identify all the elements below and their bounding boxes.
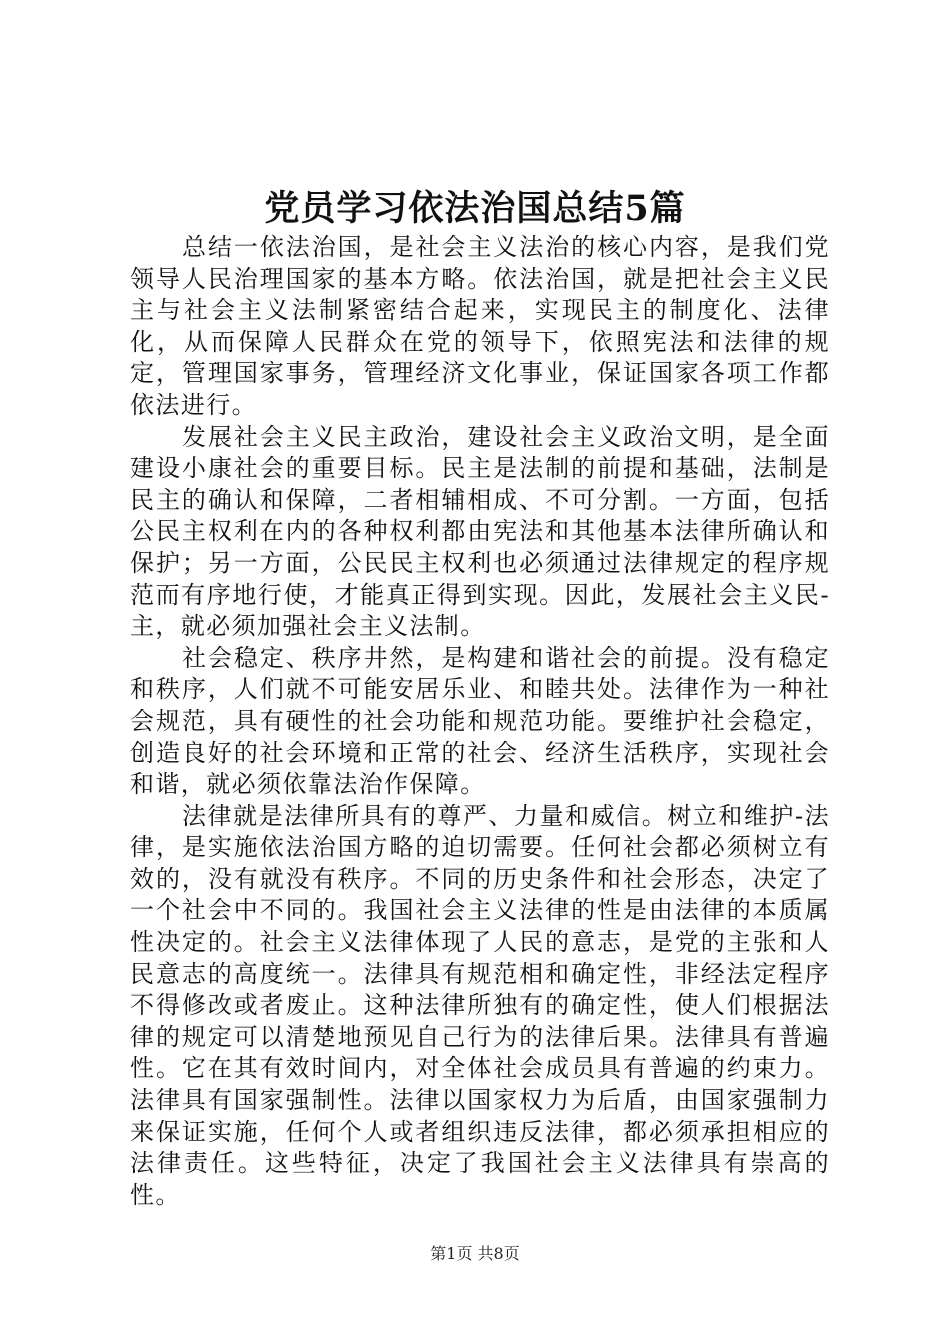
page-number-footer: 第1页 共8页 <box>430 1244 520 1263</box>
document-title: 党员学习依法治国总结5篇 <box>264 188 686 229</box>
paragraph-3: 社会稳定、秩序井然，是构建和谐社会的前提。没有稳定和秩序，人们就不可能安居乐业、和睦共处。法律作为一种社会规范，具有硬性的社会功能和规范功能。要维护社会稳定，创造良好的社会环境和正常的社会、经济生活秩序，实现社会和谐，就必须依靠法治作保障。 <box>130 643 830 799</box>
paragraph-1: 总结一依法治国，是社会主义法治的核心内容，是我们党领导人民治理国家的基本方略。依法治国，就是把社会主义民主与社会主义法制紧密结合起来，实现民主的制度化、法律化，从而保障人民群众在党的领导下，依照宪法和法律的规定，管理国家事务，管理经济文化事业，保证国家各项工作都依法进行。 <box>130 233 830 419</box>
document-body <box>130 232 830 1211</box>
paragraph-4: 法律就是法律所具有的尊严、力量和威信。树立和维护-法律，是实施依法治国方略的迫切需要。任何社会都必须树立有效的，没有就没有秩序。不同的历史条件和社会形态，决定了一个社会中不同的。我国社会主义法律的性是由法律的本质属性决定的。社会主义法律体现了人民的意志，是党的主张和人民意志的高度统一。法律具有规范相和确定性，非经法定程序不得修改或者废止。这种法律所独有的确定性，使人们根据法律的规定可以清楚地预见自己行为的法律后果。法律具有普遍性。它在其有效时间内，对全体社会成员具有普遍的约束力。法律具有国家强制性。法律以国家权力为后盾，由国家强制力来保证实施，任何个人或者组织违反法律，都必须承担相应的法律责任。这些特征，决定了我国社会主义法律具有崇高的性。 <box>130 801 830 1209</box>
paragraph-2: 发展社会主义民主政治，建设社会主义政治文明，是全面建设小康社会的重要目标。民主是法制的前提和基础，法制是民主的确认和保障，二者相辅相成、不可分割。一方面，包括公民主权利在内的各种权利都由宪法和其他基本法律所确认和保护；另一方面，公民民主权利也必须通过法律规定的程序规范而有序地行使，才能真正得到实现。因此，发展社会主义民-主，就必须加强社会主义法制。 <box>130 422 830 641</box>
